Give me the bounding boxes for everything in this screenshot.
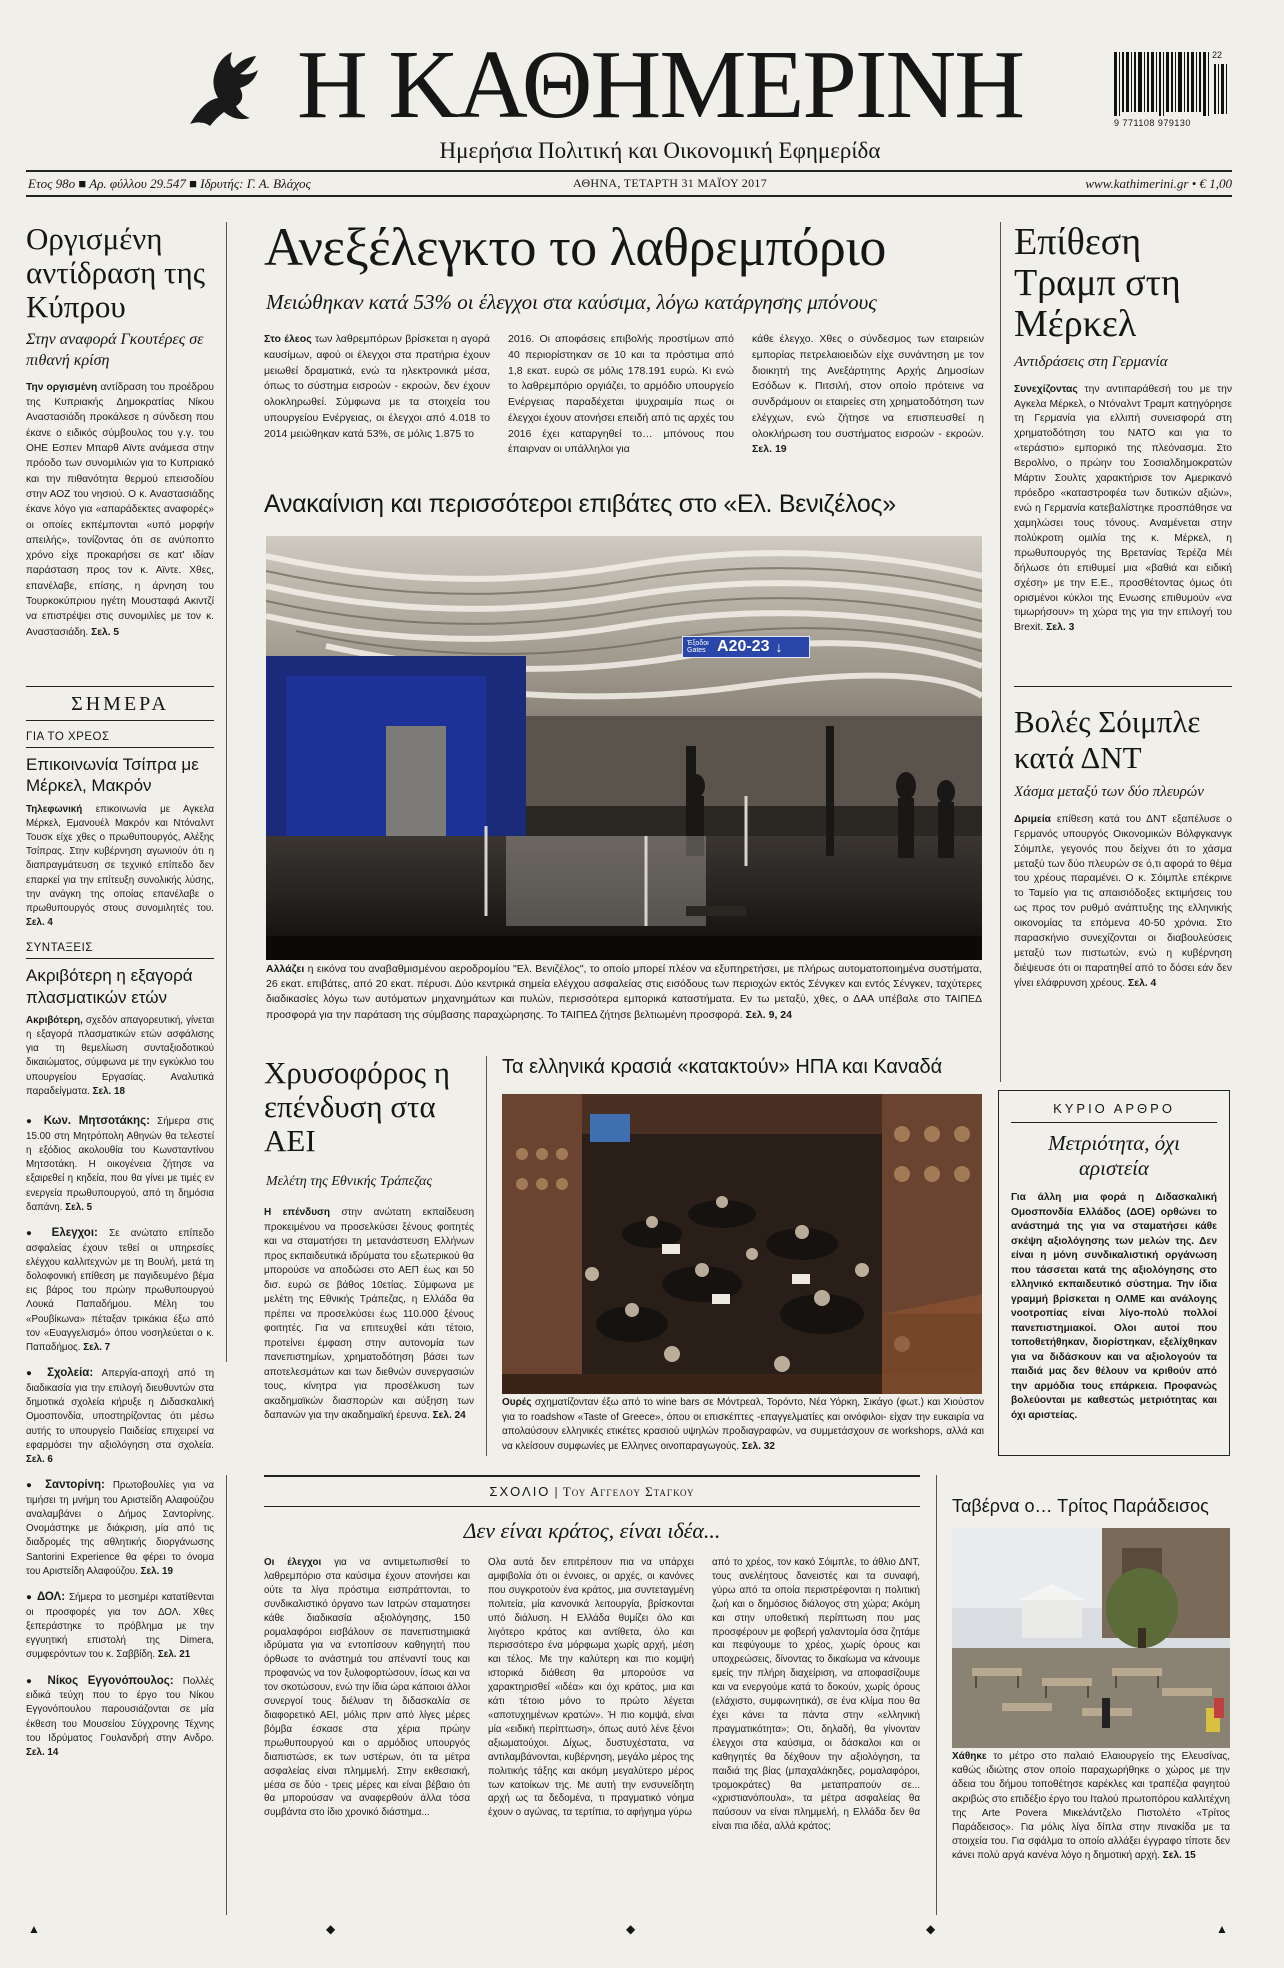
- merkel-headline[interactable]: Επίθεση Τραμπ στη Μέρκελ: [1014, 221, 1181, 346]
- today-headline[interactable]: Επικοινωνία Τσίπρα με Μέρκελ, Μακρόν: [26, 755, 199, 796]
- today-title: ΣΗΜΕΡΑ: [71, 693, 169, 715]
- airport-headline[interactable]: Ανακαίνιση και περισσότεροι επιβάτες στο «Ελ. Βενιζέλος»: [264, 490, 896, 518]
- schaeuble-headline[interactable]: Βολές Σόιμπλε κατά ΔΝΤ: [1014, 704, 1201, 775]
- info-year: Ετος 98ο ■ Αρ. φύλλου 29.547 ■ Ιδρυτής: Γ. Α. Βλάχος: [28, 176, 311, 191]
- comment-col2: Ολα αυτά δεν επιτρέπουν πια να υπάρχει αμφιβολία ότι οι έννοιες, οι αρχές, οι κανόνες που συγκροτούν ένα κράτος, μια συντεταγμένη πολιτεία, μία κανονικά λειτουργία, βρίσκονται υπό διάλυση. Η Ελλάδα θυμίζει όλο και λιγότερο κράτος και αντίθετα, όλο και περισσότερο ένα μόρφωμα χωρίς αρχή, μέση και τέλος. Με την καλύτερη και πιο κομψή ιστορικά διάθεση θα μπορούσε να χαρακτηρισθεί «ιδέα» και όχι κράτος, μια και κάτι τέτοιο μόνο το πρώτο λέγεται «αποτυχημένων κρατών». Ή πιο κομψά, είναι μία «ειδική περίπτωση», όπως αυτό λένε ξένοι αξιωματούχοι. Δίχως, δυστυχέστατα, να αντιλαμβάνονται, κυβέρνηση, μεγάλο μέρος της πολιτικής τάξης και ακόμη μεγαλύτερο μέρος των κατοίκων της. Με αυτή την ενσυνείδητη αρχή ως τα δεδομένα, τι πραγματικό νόημα έχουν ο αγώνας, τα τερτίπια, το αφήγημα γύρω: [488, 1557, 694, 1819]
- today-section: [26, 686, 214, 1770]
- comment-col3: από το χρέος, τον κακό Σόιμπλε, το άθλιο ΔΝΤ, τους ανελέητους δανειστές και τα συναφή, γύρω από τα οποία περιστρέφονται η πολιτική ζωή και ο δημόσιος διάλογος στη χώρα; Ακόμη και στην υποθετική περίπτωση που μας προσφέρουν με φοβερή γαλαντομία όσα ζητάμε και πεφύγουμε το χρέος, χωρίς όρους και υποχρεώσεις, δίνοντας το δικαίωμα να κάνουμε εμείς την πλήρη διαχείριση, να αποφασίζουμε και να ενεργούμε κατά το δοκούν, χωρίς όρους (ελάχιστο, συμφωνητικά), σε ένα κλίμα που θα έχει κάνει τα πάντα στην «ελληνική πραγματικότητα»; Οτι, δηλαδή, θα γίνονταν έλεγχοι στα καύσιμα, οι δάσκαλοι και οι καθηγητές θα δέχθουν την αξιολόγηση, τα παιδιά της βίας (μπαχαλάκηδες, ρομαλαφόροι, τρομοκράτες) θα μεταπραπούν σε... «χριστιανόπουλα», τα μέτρα ασφαλείας θα παύσουν να είναι πλημμελή, η Ελλάδα δεν θα είναι πια ιδέα, αλλά κράτος;: [712, 1557, 920, 1833]
- today-item-debt: [26, 731, 214, 930]
- barcode-number: 9 771108 979130: [1114, 118, 1191, 128]
- masthead-title: Η ΚΑΘΗΜΕΡΙΝΗ: [296, 31, 1024, 139]
- masthead-subtitle: Ημερήσια Πολιτική και Οικονομική Εφημερίδα: [439, 138, 881, 163]
- wines-caption: Ουρές σχηματίζονταν έξω από το wine bars σε Μόντρεαλ, Τορόντο, Νέα Υόρκη, Σικάγο (φωτ.) και Χιούστον για το roadshow «Taste of Greece», όπου οι επισκέπτες -επαγγελματίες και οινόφιλοι- είχαν την ευκαιρία να απολαύσουν ελληνικές ετικέτες κρασιού υψηλών προδιαγραφών, να συμμετάσχουν σε workshops, αλλά και να κλείσουν συμφωνίες με Ελληνες οινοπαραγωγούς. Σελ. 32: [502, 1397, 985, 1452]
- taverna-caption: Χάθηκε το μέτρο στο παλαιό Ελαιουργείο της Ελευσίνας, καθώς ιδιώτης στον οποίο παραχωρήθηκε ο χώρος με την άδεια του δήμου τοποθέτησε καρέκλες και τραπέζια φαγητού ακριβώς στο επιδέξιο έργο του Ιταλού πρωτοπόρου καλλιτέχνη της Arte Povera Μικελάντζελο Πιστολέτο «Τρίτος Παράδεισος». Για μόλις λίγα δίπλα στην πινακίδα με τα στοιχεία του. Για σφάλμα το οποίο αλλάξει έγγραφο τίποτε δεν κάνει πολύ αργά κανένα λόγο η δημοτική αρχή. Σελ. 15: [952, 1751, 1231, 1862]
- info-website-price: www.kathimerini.gr • € 1,00: [1085, 176, 1232, 191]
- schaeuble-story: [1014, 704, 1232, 992]
- main-headline[interactable]: Ανεξέλεγκτο το λαθρεμπόριο: [264, 217, 886, 277]
- registration-mark-icon: ◆: [626, 1922, 636, 1936]
- main-body-col1: Στο έλεος των λαθρεμπόρων βρίσκεται η αγορά καυσίμων, αφού οι έλεγχοι στα πρατήρια έχουν μειωθεί δραματικά, ενώ τα ηλεκτρονικά μέσα, όπως το σύστημα εισροών - εκροών, δεν έχουν ολοκληρωθεί. Σύμφωνα με τα στοιχεία του υπουργείου Ενέργειας, οι έλεγχοι από 4.018 το 2014 μειώθηκαν κατά 53%, σε μόλις 1.875 το: [264, 333, 491, 440]
- wines-photo: [502, 1094, 982, 1394]
- editorial-label: ΚΥΡΙΟ ΑΡΘΡΟ: [1053, 1101, 1175, 1116]
- left-lead-story: [26, 222, 214, 640]
- arrow-down-icon: ↓: [775, 639, 783, 655]
- wines-headline[interactable]: Τα ελληνικά κρασιά «κατακτούν» ΗΠΑ και Καναδά: [502, 1056, 943, 1078]
- comment-headline[interactable]: Δεν είναι κράτος, είναι ιδέα...: [463, 1518, 721, 1543]
- taverna-photo: [952, 1528, 1230, 1748]
- barcode: [1114, 50, 1232, 132]
- griffin-logo-icon: [180, 44, 264, 130]
- editorial-headline[interactable]: Μετριότητα, όχι αριστεία: [1048, 1131, 1180, 1181]
- editorial-body: Για άλλη μια φορά η Διδασκαλική Ομοσπονδία Ελλάδος (ΔΟΕ) ορθώνει το ανάστημά της για να σταματήσει κάθε σκέψη αξιολόγησης των μελών της. Δεν είναι η μόνη συνδικαλιστική οργάνωση που τάσσεται κατά της αξιολόγησης στο ελληνικό εκπαιδευτικό σύστημα. Την ίδια γραμμή βρίσκεται η ΟΛΜΕ και ανάλογης νοοτροπίας είναι λίγο-πολύ πολλοί πανεπιστημιακοί. Ολοι αυτοί που τοποθετήθηκαν, διορίστηκαν, εξελίχθηκαν για να διδάσκουν και να αξιολογούν τα παιδιά μας δεν θέλουν να κριθούν από την αρμόδια τους επάρκεια. Προφανώς βολεύονται με καθεστώς μετριότητας και όχι αριστείας.: [1011, 1192, 1217, 1421]
- registration-mark-icon: ◆: [326, 1922, 336, 1936]
- today-body: Ακριβότερη, σχεδόν απαγορευτική, γίνεται η εξαγορά πλασματικών ετών ασφάλισης για τη θεμελίωση συνταξιοδοτικού δικαιώματος, σύμφωνα με την εγκύκλιο του υπουργείου Εργασίας. Αναλυτικά παραδείγματα. Σελ. 18: [26, 1014, 214, 1097]
- universities-dek: Μελέτη της Εθνικής Τράπεζας: [266, 1174, 433, 1189]
- bullet-item: ● Σχολεία: Απεργία-αποχή από τη διαδικασία για την επιλογή διευθυντών στα δημοτικά σχολεία κήρυξε η Διδασκαλική Ομοσπονδία, υποστηρίζοντας ότι μέσω αυτής το υπουργείο Παιδείας επιχειρεί να εφαρμόσει την αξιολόγηση στα σχολεία. Σελ. 6: [26, 1367, 215, 1465]
- today-kicker: ΓΙΑ ΤΟ ΧΡΕΟΣ: [26, 731, 110, 743]
- registration-mark-icon: ◆: [926, 1922, 936, 1936]
- universities-body: Η επένδυση στην ανώτατη εκπαίδευση προκειμένου να προσελκύσει ξένους φοιτητές και να σταματήσει τη μετανάστευση Ελλήνων προς εκπαιδευτικά ιδρύματα του εξωτερικού θα μπορούσε να αποδώσει στο ΑΕΠ έως και 50 δισ. ευρώ σε βάθος 10ετίας. Σύμφωνα με μελέτη της Εθνικής Τράπεζας, η Ελλάδα θα πρέπει να προσελκύσει έως 110.000 ξένους φοιτητές. Για να επιτευχθεί κάτι τέτοιο, προτείνει έμφαση στην αυτονομία των πανεπιστημίων, χρηματοδότηση βάσει των αποτελεσμάτων και των διεθνών συνεργασιών τους, κίνητρα για προσέλκυση των ακαδημαϊκών διασπορών και αύξηση των δαπανών για την ακαδημαϊκή έρευνα. Σελ. 24: [264, 1207, 475, 1421]
- comment-label: ΣΧΟΛΙΟ | Του Αγγελου Σταγκου: [489, 1484, 695, 1499]
- airport-caption: Αλλάζει η εικόνα του αναβαθμισμένου αεροδρομίου "Ελ. Βενιζέλος", το οποίο μπορεί πλέον να εξυπηρετήσει, με πλήρως αυτοματοποιημένα συστήματα, 26 εκατ. επιβάτες, από 20 εκατ. πέρυσι. Δύο κεντρικά σημεία ελέγχου ασφαλείας στις εισόδους των περιοχών εκτός Σένγκεν και εντός Σένγκεν, ταχύτερες διαδικασίες λόγω των αυτόματων μηχανημάτων και πυλών, περισσότερα εμπορικά καταστήματα. Εν τω μεταξύ, χθες, ο ΔΑΑ υπέβαλε στο ΤΑΙΠΕΔ προσφορά για την παράταση της σύμβασης παραχώρησης. Το ΤΑΙΠΕΔ ζήτησε βελτιωμένη προσφορά. Σελ. 9, 24: [266, 963, 982, 1021]
- info-date: ΑΘΗΝΑ, ΤΕΤΑΡΤΗ 31 ΜΑΪΟΥ 2017: [572, 176, 767, 190]
- comment-col1: Οι έλεγχοι για να αντιμετωπισθεί το λαθρεμπόριο στα καύσιμα έχουν ατονήσει και ούτε τα λίγα πρόστιμα εισπράττονται, το συνδικαλιστικό όργανο των Ιατρών σταματησει κάθε διαδικασία αξιολόγησης, 150 ρομαλαφόροι εισβάλουν σε πανεπιστημιακά ιδρύματα για να εντοπίσουν καθηγητή που όρθωσε το ανάστημά του απέναντί τους και προφανώς να τον ξυλοφορτώσουν, ίσως και να τον σκοτώσουν, ενώ την ίδια ώρα κάποιοι άλλοι συνεργοί τους διέλυαν τη διδασκαλία σε διαφορετικό ΑΕΙ, μόλις πριν από λίγες μέρες βόμβα έσκασε στα χέρια πρώην πρωθυπουργού και ο αρμόδιος υπουργός διαπιστώσε, εκ των υστέρων, ότι τα μέτρα ασφαλείας είναι πλημμελή. Στην εκθεσιακή, μέσα σε δύο - τρεις μέρες και είναι βέβαιο ότι θα μπορούσαν να αναφερθούν άλλα τόσα συμβάντα στο ίδιο χρονικό διάστημα...: [264, 1557, 470, 1819]
- registration-mark-icon: ▲: [28, 1922, 40, 1936]
- merkel-body: Συνεχίζοντας την αντιπαράθεσή του με την Αγκελα Μέρκελ, ο Ντόναλντ Τραμπ κατηγόρησε τη Γερμανία για ελλιπή συνεισφορά στη χρηματοδότηση του ΝΑΤΟ και για το «τεράστιο» εμπορικό της πλεόνασμα. Στο Βερολίνο, ο πρώην του Σοσιαλδημοκρατών Μάρτιν Σουλτς χαρακτήρισε τον Αμερικανό πρόεδρο «καταστροφέα των δυτικών αξιών», ενώ η Γερμανία κατεβαλίστηκε προσπάθησε να χαμηλώσει τους τόνους. Αναμένεται στην πολύκροτη ομιλία της κ. Μέρκελ, η πρωθυπουργός της Βρετανίας Τερέζα Μέι δήλωσε ότι επιθυμεί μια «βαθιά και ειδική σχέση» με την Ε.Ε., προσθέτοντας όμως ότι ορισμένοι κύκλοι της Ενωσης επιθυμούν «να τιμωρήσουν» τη χώρα της για την επιλογή του Brexit. Σελ. 3: [1014, 383, 1232, 634]
- schaeuble-body: Δριμεία επίθεση κατά του ΔΝΤ εξαπέλυσε ο Γερμανός υπουργός Οικονομικών Βόλφγκανγκ Σόιμπλε, γεγονός που δείχνει ότι το χάσμα μεταξύ των δύο πλευρών σε ό,τι αφορά το θέμα του χρέους παραμένει. Ο κ. Σόιμπλε επέκρινε το Ταμείο για τις απαισιόδοξες εκτιμήσεις του ως προς τον ρυθμό ανάπτυξης της ελληνικής οικονομίας τα επόμενα 40-50 χρόνια. Στο παρασκήνιο συνεχίζονται οι διαβουλεύσεις μεταξύ των πιστωτών, ενώ η κυβέρνηση διέψευσε ότι οι παρατηθεί από το δόσει εάν δεν γίνει ελάφρυνση χρέους. Σελ. 4: [1014, 813, 1232, 989]
- airport-photo: [266, 536, 982, 960]
- bullet-item: ● Σαντορίνη: Πρωτοβουλίες για να τιμήσει τη μνήμη του Αριστείδη Αλαφούζου αναλαμβάνει ο Δήμος Σαντορίνης. Ονομάστηκε με διάκριση, μία από τις διαδρομές της αθλητικής διοργάνωσης Santorini Experience θα φέρει το όνομα του Αριστείδη Αλαφούζου. Σελ. 19: [26, 1479, 214, 1577]
- bullet-item: ● ΔΟΛ: Σήμερα το μεσημέρι κατατίθενται οι προσφορές για τον ΔΟΛ. Χθες ξεπεράστηκε το πρόβλημα με την εγγυητική επιστολή της Dimera, συμφερόντων του κ. Σαββίδη. Σελ. 21: [26, 1591, 214, 1661]
- merkel-dek: Αντιδράσεις στη Γερμανία: [1014, 354, 1168, 371]
- merkel-story: [1014, 222, 1232, 636]
- today-headline[interactable]: Ακριβότερη η εξαγορά πλασματικών ετών: [26, 966, 193, 1007]
- today-kicker: ΣΥΝΤΑΞΕΙΣ: [26, 942, 93, 955]
- left-lead-dek: Στην αναφορά Γκουτέρες σε πιθανή κρίση: [26, 331, 204, 370]
- today-body: Τηλεφωνική επικοινωνία με Αγκελα Μέρκελ, Εμανουέλ Μακρόν και Ντόναλντ Τουσκ είχε χθες ο πρωθυπουργός, Αλέξης Τσίπρας. Στην κυβέρνηση αγωνιούν ότι η διαπραγμάτευση σε τεχνικό επίπεδο δεν επαρκεί για την επίτευξη συνολικής λύσης, την ανάγκη της οποίας επανέλαβε ο πρωθυπουργός στους συνομιλητές του. Σελ. 4: [26, 803, 214, 929]
- main-body-col3: κάθε έλεγχο. Χθες ο σύνδεσμος των εταιρειών εμπορίας πετρελαιοειδών είχε συνάντηση με τον διοικητή της Ανεξάρτητης Αρχής Δημοσίων Εσόδων κ. Πιτσιλή, στον οποίο πρότεινε να συνδράμουν οι εταιρείες στη χρηματοδότηση των ελέγχων, ενώ ζήτησε να επισπευσθεί η ολοκλήρωση του συστήματος εισροών - εκροών. Σελ. 19: [752, 333, 984, 456]
- main-body-col2: 2016. Οι αποφάσεις επιβολής προστίμων από 40 περιορίστηκαν σε 10 και τα πρόστιμα από 1,8 εκατ. ευρώ σε μόλις 178.191 ευρώ. Κι ενώ το λαθρεμπόριο οργιάζει, το αρμόδιο υπουργείο Ενέργειας παραδέχεται ψυχραιμία πως οι έλεγχοι έχουν ατονήσει επειδή από τις αρχές του 2016 έχει καταργηθεί το… μπόνους που έπαιρναν οι υπάλληλοι για: [508, 333, 734, 456]
- left-lead-body: Την οργισμένη αντίδραση του προέδρου της Κυπριακής Δημοκρατίας Νίκου Αναστασιάδη προκάλεσε η σύνδεση που έκανε ο ειδικός σύμβουλος του γ.γ. του ΟΗΕ Εσπεν Μπαρθ Αϊντε ανάμεσα στην πρόοδο των συνομιλιών για το Κυπριακό και την πιθανότητα θερμού επεισοδίου στην ΑΟΖ του νησιού. Ο κ. Αναστασιάδης έκανε λόγο για «απαράδεκτες αναφορές» οι οποίες εκπέμπονται «υπό μορφήν απειλής», τονίζοντας ότι σε ανύποπτο χρόνο είχε προκαρήσει σε κατ' ιδίαν παράσταση προς τον κ. Αϊντε. Χθες, επανέλαβε, επίσης, η άρνηση του Τουρκοκύπριου ηγέτη Μουσταφά Ακιντζί να επιστρέψει στις συνομιλίες με τον κ. Αναστασιάδη. Σελ. 5: [26, 381, 214, 638]
- schaeuble-dek: Χάσμα μεταξύ των δύο πλευρών: [1014, 784, 1204, 801]
- bullet-item: ● Κων. Μητσοτάκης: Σήμερα στις 15.00 στη Μητρόπολη Αθηνών θα τελεστεί η εξόδιος ακολουθία του Κωνσταντίνου Μητσοτάκη. Η οικογένεια ζήτησε να εξαιρεθεί η κηδεία, που θα γίνει με τιμές εν ενεργεία πρωθυπουργού, από τη δημόσια δαπάνη. Σελ. 5: [26, 1115, 214, 1213]
- bullet-item: ● Ελεγχοι: Σε ανώτατο επίπεδο ασφαλείας έχουν τεθεί οι υπηρεσίες ελέγχου καλλιτεχνών με τη Βουλή, μετά τη δολοφονική επίθεση με παγιδευμένο βέμα εις βάρος του πρώην πρωθυπουργού Λουκά Παπαδήμου. Μέλη του «Ρουβίκωνα» πέταξαν τρικάκια έξω από τον «Ευαγγελισμό» όπου νοσηλεύεται ο κ. Παπαδήμος. Σελ. 7: [26, 1226, 214, 1354]
- universities-headline[interactable]: Χρυσοφόρος η επένδυση στα ΑΕΙ: [264, 1055, 451, 1159]
- registration-mark-icon: ▲: [1216, 1922, 1228, 1936]
- bullet-item: ● Νίκος Εγγονόπουλος: Πολλές ειδικά τεύχη που το έργο του Νίκου Εγγονόπουλου παρουσιάζονται σε μία έκθεση του Μουσείου Σύγχρονης Τέχνης του Ιδρύματος Γουλανδρή στην Ανδρο. Σελ. 14: [26, 1674, 214, 1758]
- left-lead-headline[interactable]: Οργισμένη αντίδραση της Κύπρου: [26, 221, 205, 325]
- print-marks: [26, 1922, 1232, 1936]
- today-item-pensions: [26, 942, 214, 1099]
- taverna-headline[interactable]: Ταβέρνα ο… Τρίτος Παράδεισος: [952, 1496, 1209, 1516]
- main-dek: Μειώθηκαν κατά 53% οι έλεγχοι στα καύσιμα, λόγω κατάργησης μπόνους: [266, 290, 877, 314]
- today-bullets: [26, 1113, 214, 1760]
- editorial-box: [998, 1090, 1230, 1456]
- website-link[interactable]: www.kathimerini.gr: [1085, 176, 1189, 191]
- gate-sign: Έξοδοι Gates A20-23 ↓: [682, 636, 810, 658]
- barcode-issue: 22: [1212, 50, 1223, 60]
